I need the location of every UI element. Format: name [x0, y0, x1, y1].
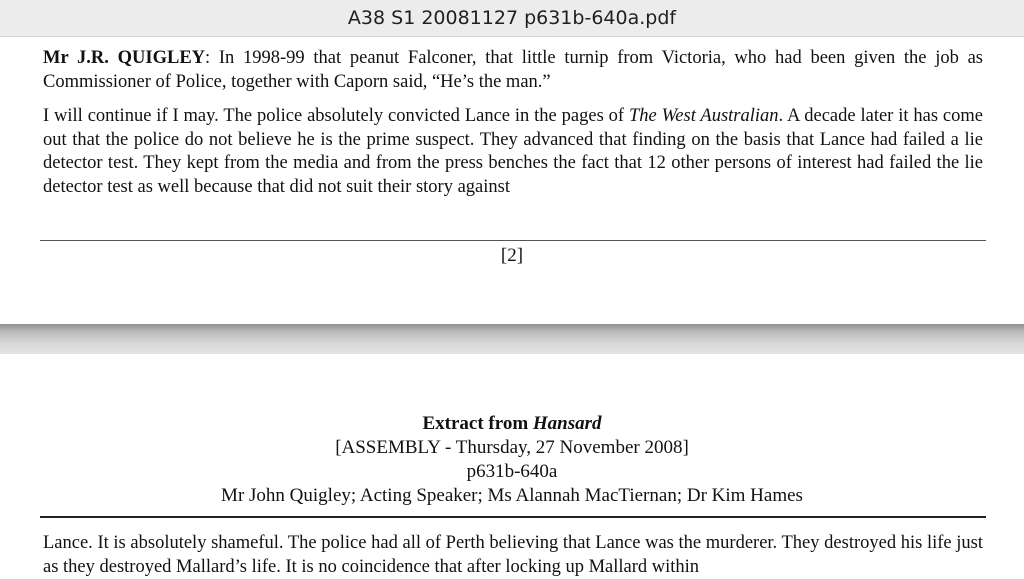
- speaker-name: Mr J.R. QUIGLEY: [43, 48, 206, 68]
- speech-text-part1: I will continue if I may. The police absolutely convicted Lance in the pages of: [43, 106, 629, 126]
- header-title: [0, 412, 1024, 436]
- speech-paragraph-lance: Lance. It is absolutely shameful. The police had all of Perth believing that Lance was the murderer. They destroyed his life just as they destroyed Mallard’s life. It is no coincidence that after locking up Mallard within: [43, 533, 983, 577]
- hansard-header: [0, 412, 1024, 508]
- speech-paragraph-continue: [43, 105, 983, 199]
- publication-name: The West Australian: [628, 106, 779, 126]
- pdf-page-2: [0, 354, 1024, 576]
- page-separator: [0, 324, 1024, 354]
- speech-text: : In 1998-99 that peanut Falconer, that little turnip from Victoria, who had been given the job as Commissioner of Police, together with Caporn said, “He’s the man.”: [43, 48, 984, 92]
- header-speakers: Mr John Quigley; Acting Speaker; Ms Alannah MacTiernan; Dr Kim Hames: [221, 485, 803, 506]
- header-divider: [40, 516, 986, 518]
- document-filename: A38 S1 20081127 p631b-640a.pdf: [347, 7, 677, 29]
- pdf-page-1: [0, 37, 1024, 324]
- header-title-prefix: Extract from: [422, 413, 533, 434]
- footer-divider: [40, 240, 986, 241]
- speech-text-part2: . A decade later it has come out that the police do not believe he is the prime suspect. They advanced that finding on the basis that Lance had failed a lie detector test. They kept from the media and from the press benches the fact that 12 other persons of interest had failed the lie detector test as well because that did not suit their story against: [43, 106, 983, 197]
- page-number: [2]: [500, 245, 524, 266]
- document-title-bar: [0, 0, 1024, 37]
- header-page-range: p631b-640a: [466, 461, 558, 482]
- header-title-hansard: Hansard: [532, 413, 602, 434]
- speech-paragraph-quigley: [43, 47, 983, 94]
- header-assembly-date: [ASSEMBLY - Thursday, 27 November 2008]: [335, 437, 689, 458]
